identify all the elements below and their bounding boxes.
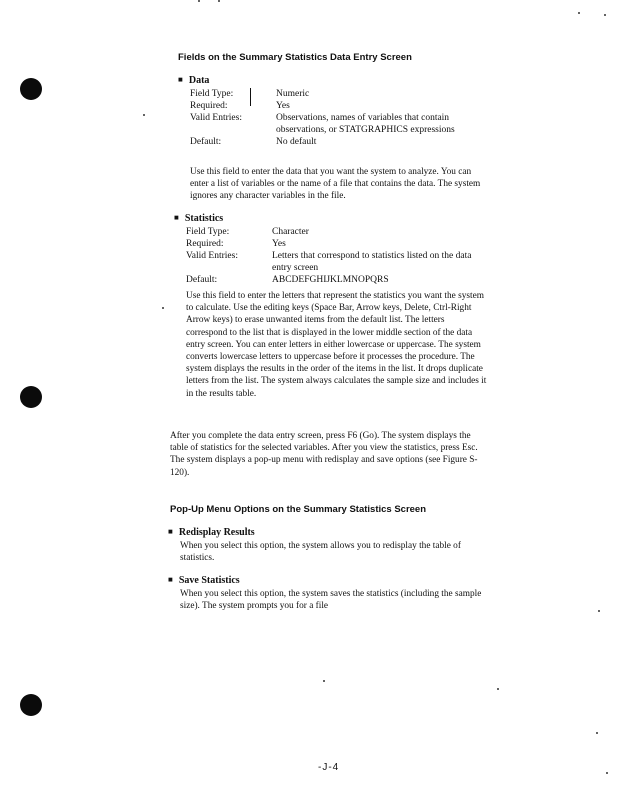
spec-row-default — [186, 274, 482, 286]
spec-row-required — [186, 238, 482, 250]
spec-row-required — [190, 100, 486, 112]
spec-value: Character — [272, 227, 309, 237]
statistics-field-description: Use this field to enter the letters that represent the statistics you want the system to calculate. Use the editing keys (Space Bar, Arrow keys, Delete, Ctrl-Right Arrow keys) to erase unwanted items from the default list. The letters correspond to the list that is displayed in the lower middle section of the data entry screen. You can enter letters in either lowercase or uppercase. The system converts lowercase letters to uppercase before it processes the procedure. The system displays the results in the order of the items in the list. It drops duplicate letters from the list. The system always calculates the sample size and includes it in the results table. — [186, 291, 487, 399]
data-field-spec-table — [190, 88, 486, 148]
spec-label: Default: — [190, 137, 222, 147]
scan-speck — [578, 12, 580, 14]
statistics-field-spec-table — [186, 226, 482, 286]
spec-value: Yes — [272, 239, 286, 249]
save-description: When you select this option, the system saves the statistics (including the sample size). The system prompts you for a file — [180, 589, 482, 612]
scan-speck — [596, 732, 598, 734]
page-number: -J-4 — [318, 762, 340, 773]
spec-label: Required: — [190, 101, 228, 111]
after-entry-paragraph: After you complete the data entry screen, press F6 (Go). The system displays the table of statistics for the selected variables. After you view the statistics, press Esc. The system displays a pop-up menu with redisplay and save options (see Figure S-120). — [170, 431, 478, 478]
scan-speck — [143, 114, 145, 116]
spec-label: Valid Entries: — [190, 113, 242, 123]
spec-row-valid-entries — [190, 112, 486, 136]
section-heading-popup-menu-options: Pop-Up Menu Options on the Summary Statistics Screen — [170, 504, 427, 515]
spec-value: Numeric — [276, 89, 310, 99]
bullet-title-save-statistics: ■ Save Statistics — [168, 575, 240, 586]
punch-hole-bottom — [20, 694, 42, 716]
section-heading-data-entry-fields: Fields on the Summary Statistics Data Entry Screen — [178, 52, 412, 63]
spec-label: Required: — [186, 239, 224, 249]
spec-row-field-type — [186, 226, 482, 238]
punch-hole-top — [20, 78, 42, 100]
scan-speck — [198, 0, 200, 2]
scan-speck — [323, 680, 325, 682]
bullet-title-statistics: ■ Statistics — [174, 213, 223, 224]
scan-speck — [162, 307, 164, 309]
spec-value: Yes — [276, 101, 290, 111]
spec-value: Observations, names of variables that contain observations, or STATGRAPHICS expressions — [276, 113, 455, 135]
spec-row-default — [190, 136, 486, 148]
spec-value: No default — [276, 137, 317, 147]
spec-value: ABCDEFGHIJKLMNOPQRS — [272, 275, 389, 285]
scan-speck — [218, 0, 220, 2]
scan-speck — [497, 688, 499, 690]
spec-value: Letters that correspond to statistics listed on the data entry screen — [272, 251, 472, 273]
spec-label: Field Type: — [190, 89, 234, 99]
spec-label: Valid Entries: — [186, 251, 238, 261]
data-field-description: Use this field to enter the data that you want the system to analyze. You can enter a list of variables or the name of a file that contains the data. The system ignores any character variables in the file. — [190, 167, 481, 202]
spec-row-valid-entries — [186, 250, 482, 274]
spec-label: Default: — [186, 275, 218, 285]
spec-label: Field Type: — [186, 227, 230, 237]
punch-hole-middle — [20, 386, 42, 408]
redisplay-description: When you select this option, the system allows you to redisplay the table of statistics. — [180, 541, 461, 564]
spec-row-field-type — [190, 88, 486, 100]
scan-speck — [604, 14, 606, 16]
bullet-title-data: ■ Data — [178, 75, 209, 86]
scan-speck — [598, 610, 600, 612]
scan-speck — [606, 772, 608, 774]
bullet-title-redisplay-results: ■ Redisplay Results — [168, 527, 255, 538]
